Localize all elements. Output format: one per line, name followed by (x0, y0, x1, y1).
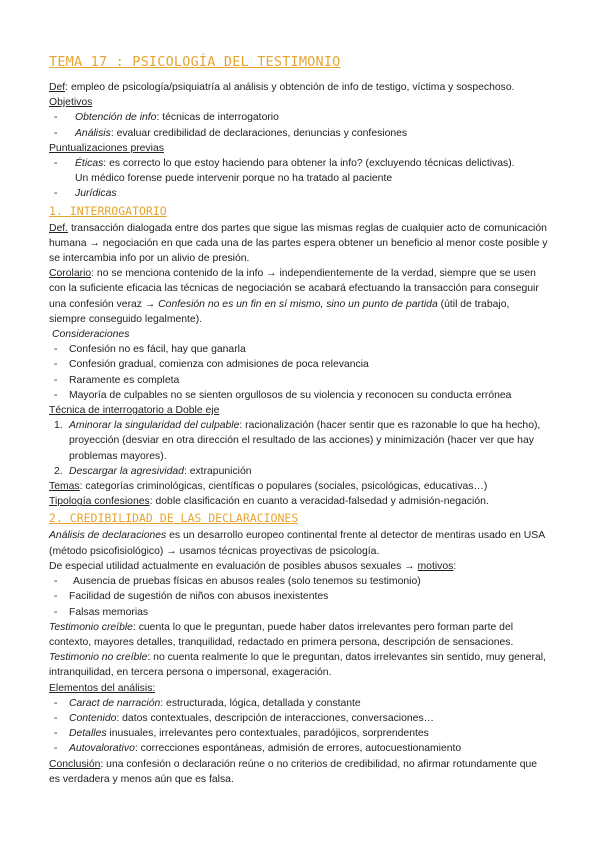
list-item: - Mayoría de culpables no se sienten orgullosos de su violencia y reconocen su conducta errónea (49, 388, 549, 403)
list-item: - Jurídicas (49, 186, 549, 201)
objetivos-list (49, 110, 549, 140)
list-item: - Raramente es completa (49, 373, 549, 388)
list-item: - Confesión gradual, comienza con admisiones de poca relevancia (49, 357, 549, 372)
document-page (49, 50, 549, 787)
list-item: - Contenido: datos contextuales, descripción de interacciones, conversaciones… (49, 711, 549, 726)
tecnica-list (49, 418, 549, 479)
puntualizaciones-list (49, 156, 549, 202)
tecnica-heading: Técnica de interrogatorio a Doble eje (49, 405, 220, 417)
testimonio-creible: Testimonio creíble: cuenta lo que le preguntan, puede haber datos irrelevantes pero forman parte del contexto, mayores detalles, tranquilidad, redactado en primera persona, descripción de sensaciones. (49, 621, 514, 648)
testimonio-no-creible: Testimonio no creíble: no cuenta realmente lo que le preguntan, datos irrelevantes sin sentido, muy general, intranquilidad, en tercera persona o impersonal, exageración. (49, 652, 546, 679)
elementos-list (49, 696, 549, 757)
analisis-declaraciones: Análisis de declaraciones es un desarrollo europeo continental frente al detector de mentiras usado en USA (método psicofisiológico) → usamos técnicas proyectivas de psicología. (49, 530, 545, 557)
elementos-heading: Elementos del análisis: (49, 682, 156, 694)
list-item: - Detalles inusuales, irrelevantes pero contextuales, paradójicos, sorprendentes (49, 726, 549, 741)
list-item: 2. Descargar la agresividad: extrapunición (54, 465, 252, 477)
utilidad: De especial utilidad actualmente en evaluación de posibles abusos sexuales → motivos: (49, 560, 457, 572)
temas: Temas: categorías criminológicas, científicas o populares (sociales, psicológicas, educativas…) (49, 481, 488, 493)
list-item: 1. Aminorar la singularidad del culpable: racionalización (hacer sentir que es razonable lo que ha hecho), proyección (desviar en otra dirección el resultado de las acciones) y minimización (hacer ver que hay problemas mayores). (54, 420, 541, 462)
list-item: - Obtención de info: técnicas de interrogatorio (49, 110, 549, 125)
section-heading-credibilidad: 2. CREDIBILIDAD DE LAS DECLARACIONES (49, 511, 299, 526)
interrogatorio-definition: Def. transacción dialogada entre dos partes que sigue las mismas reglas de cualquier acto de comunicación humana → negociación en que cada una de las partes espera obtener un beneficio al menor coste posible y se intercambia info por un alivio de presión. (49, 222, 548, 265)
list-item: - Falsas memorias (49, 605, 549, 620)
consideraciones-heading: Consideraciones (52, 329, 130, 341)
intro-definition: Def: empleo de psicología/psiquiatría al análisis y obtención de info de testigo, víctima y sospechoso. (49, 82, 515, 93)
consideraciones-list (49, 342, 549, 403)
list-item: - Ausencia de pruebas físicas en abusos reales (solo tenemos su testimonio) (49, 574, 549, 589)
objetivos-heading: Objetivos (49, 97, 93, 109)
page-title: TEMA 17 : PSICOLOGÍA DEL TESTIMONIO (49, 54, 341, 70)
conclusion: Conclusión: una confesión o declaración reúne o no criterios de credibilidad, no afirmar rotundamente que es verdadera y menos aún que es falsa. (49, 758, 538, 785)
tipologia: Tipología confesiones: doble clasificación en cuanto a veracidad-falsedad y admisión-negación. (49, 496, 489, 508)
list-item: - Éticas: es correcto lo que estoy haciendo para obtener la info? (excluyendo técnicas delictivas). Un médico forense puede intervenir porque no ha tratado al paciente (49, 156, 549, 186)
corolario: Corolario: no se menciona contenido de la info → independientemente de la verdad, siempre que se usen con la suficiente eficacia las técnicas de negociación se acabará efectuando la transacción para conseguir una confesión veraz → Confesión no es un fin en sí mismo, sino un punto de partida (útil de trabajo, siempre conseguido legalmente). (49, 268, 539, 325)
list-item: - Confesión no es fácil, hay que ganarla (49, 342, 549, 357)
motivos-list (49, 574, 549, 620)
list-item: - Análisis: evaluar credibilidad de declaraciones, denuncias y confesiones (49, 126, 549, 141)
list-item: - Autovalorativo: correcciones espontáneas, admisión de errores, autocuestionamiento (49, 741, 549, 756)
def-label: Def (49, 82, 66, 93)
section-heading-interrogatorio: 1. INTERROGATORIO (49, 203, 167, 218)
list-item: - Facilidad de sugestión de niños con abusos inexistentes (49, 589, 549, 604)
list-item: - Caract de narración: estructurada, lógica, detallada y constante (49, 696, 549, 711)
puntualizaciones-heading: Puntualizaciones previas (49, 142, 164, 154)
